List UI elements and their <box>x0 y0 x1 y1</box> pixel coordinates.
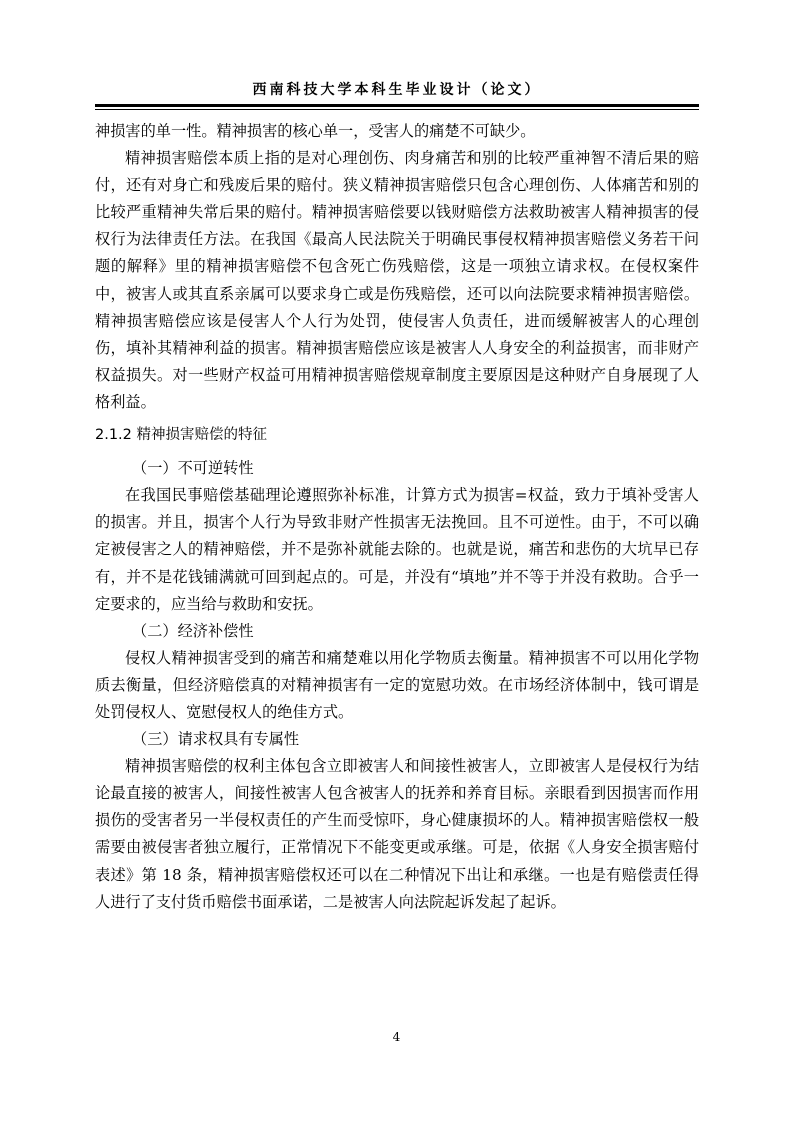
header-rule-thick <box>95 104 699 107</box>
subheading: （二）经济补偿性 <box>132 621 254 640</box>
header-rule-thin <box>95 109 699 110</box>
paragraph: 精神损害赔偿本质上指的是对心理创伤、肉身痛苦和别的比较严重神智不清后果的赔付，还有对身亡和残废后果的赔付。狭义精神损害赔偿只包含心理创伤、人体痛苦和别的比较严重精神失常后果的赔付。精神损害赔偿要以钱财赔偿方法救助被害人精神损害的侵权行为法律责任方法。在我国《最高人民法院关于明确民事侵权精神损害赔偿义务若干问题的解释》里的精神损害赔偿不包含死亡伤残赔偿，这是一项独立请求权。在侵权案件中，被害人或其直系亲属可以要求身亡或是伤残赔偿，还可以向法院要求精神损害赔偿。精神损害赔偿应该是侵害人个人行为处罚，使侵害人负责任，进而缓解被害人的心理创伤，填补其精神利益的损害。精神损害赔偿应该是被害人人身安全的利益损害，而非财产权益损失。对一些财产权益可用精神损害赔偿规章制度主要原因是这种财产自身展现了人格利益。 <box>95 149 699 411</box>
paragraph: 侵权人精神损害受到的痛苦和痛楚难以用化学物质去衡量。精神损害不可以用化学物质去衡量，但经济赔偿真的对精神损害有一定的宽慰功效。在市场经济体制中，钱可谓是处罚侵权人、宽慰侵权人的绝佳方式。 <box>95 648 699 721</box>
paragraph: 在我国民事赔偿基础理论遵照弥补标准，计算方式为损害=权益，致力于填补受害人的损害。并且，损害个人行为导致非财产性损害无法挽回。且不可逆性。由于，不可以确定被侵害之人的精神赔偿，并不是弥补就能去除的。也就是说，痛苦和悲伤的大坑早已存有，并不是花钱铺满就可回到起点的。可是，并没有“填地”并不等于并没有救助。合乎一定要求的，应当给与救助和安抚。 <box>95 486 699 613</box>
paragraph: 神损害的单一性。精神损害的核心单一，受害人的痛楚不可缺少。 <box>95 122 536 140</box>
paragraph: 精神损害赔偿的权利主体包含立即被害人和间接性被害人，立即被害人是侵权行为结论最直接的被害人，间接性被害人包含被害人的抚养和养育目标。亲眼看到因损害而作用损伤的受害者另一半侵权责任的产生而受惊吓，身心健康损坏的人。精神损害赔偿权一般需要由被侵害者独立履行，正常情况下不能变更或承继。可是，依据《人身安全损害赔付表述》第 18 条，精神损害赔偿权还可以在二种情况下出让和承继。一也是有赔偿责任得人进行了支付货币赔偿书面承诺，二是被害人向法院起诉发起了起诉。 <box>95 757 699 911</box>
section-heading: 2.1.2 精神损害赔偿的特征 <box>95 427 268 444</box>
page-number: 4 <box>392 1030 401 1044</box>
subheading: （三）请求权具有专属性 <box>132 730 300 749</box>
subheading: （一）不可逆转性 <box>132 459 254 478</box>
running-header: 西南科技大学本科生毕业设计（论文） <box>252 82 542 98</box>
body-text <box>95 118 699 916</box>
